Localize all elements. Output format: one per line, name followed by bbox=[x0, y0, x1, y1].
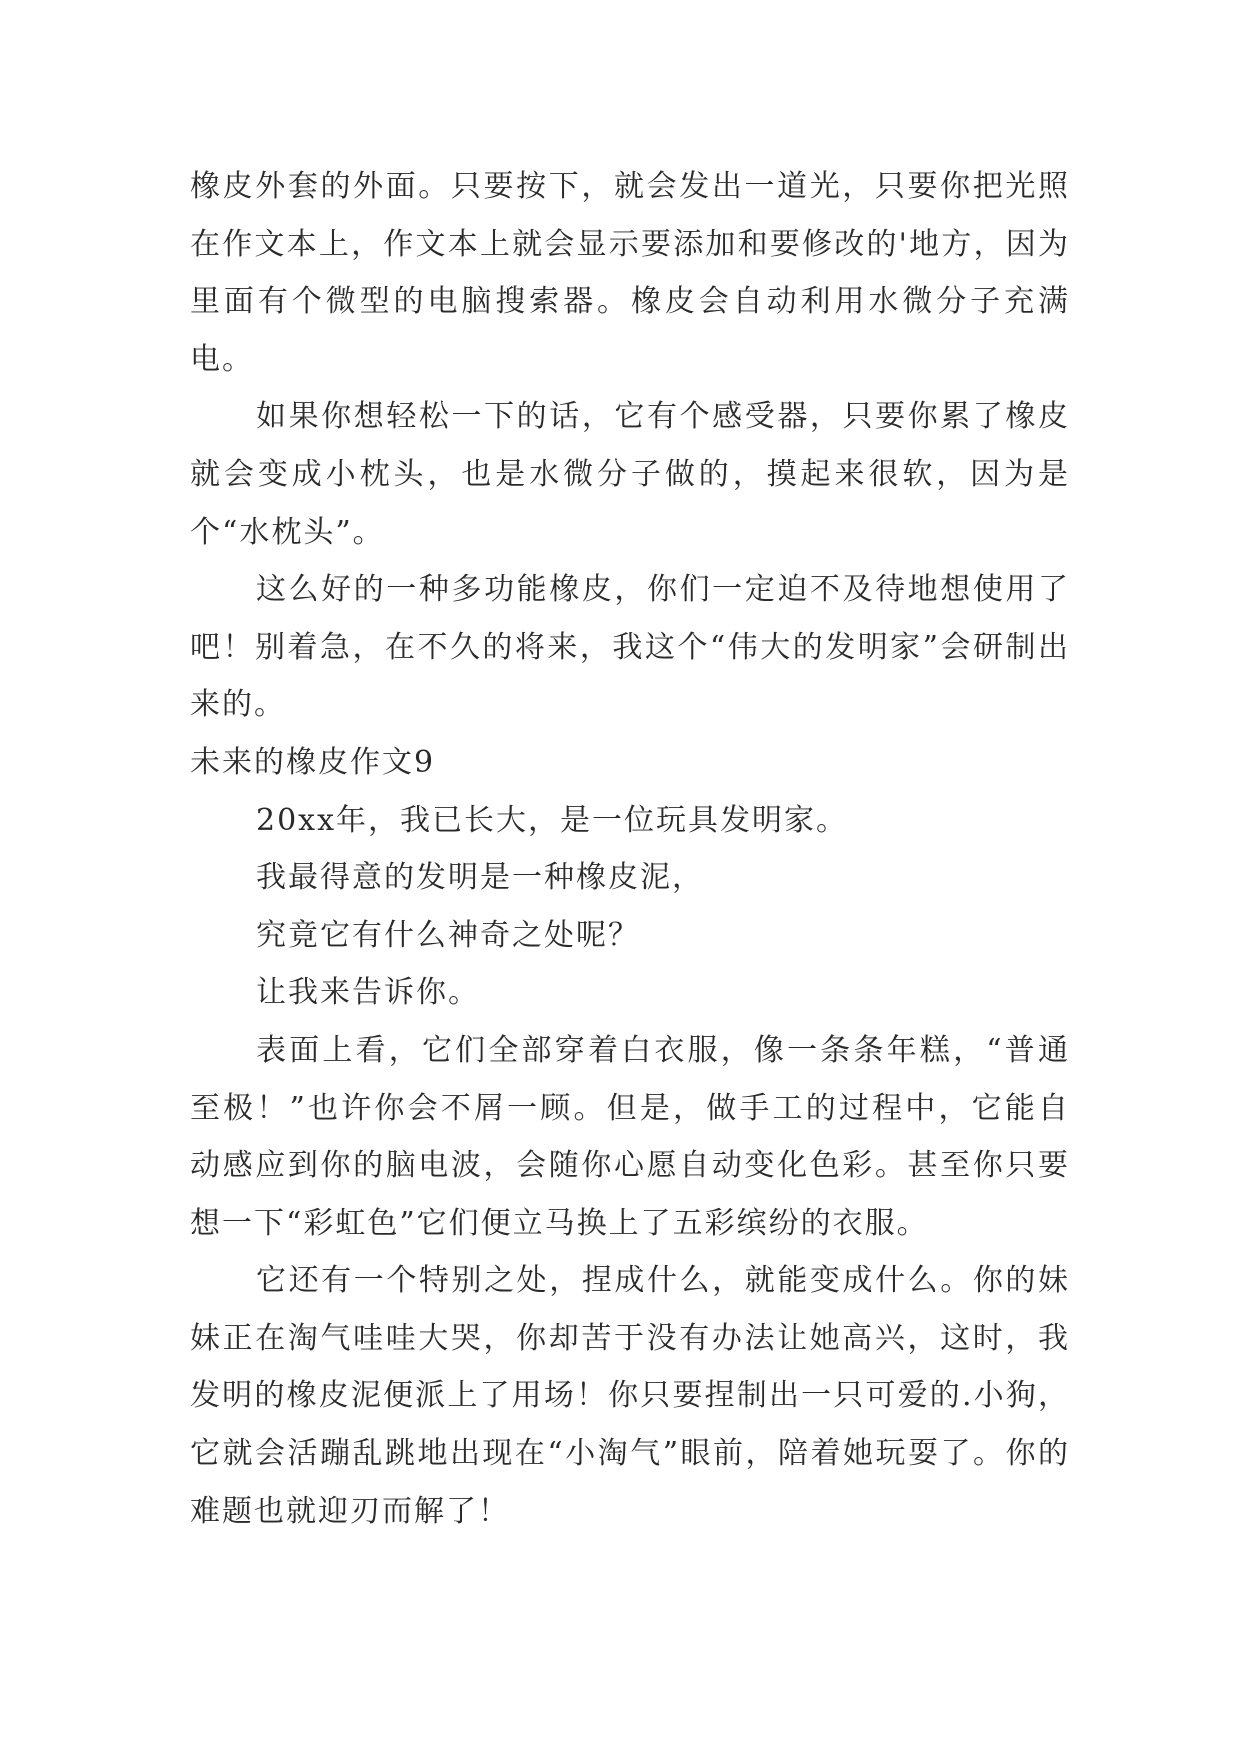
paragraph: 我最得意的发明是一种橡皮泥， bbox=[256, 860, 704, 896]
paragraph: 让我来告诉你。 bbox=[256, 975, 480, 1011]
paragraph: 究竟它有什么神奇之处呢？ bbox=[256, 917, 640, 953]
paragraph: 如果你想轻松一下的话，它有个感受器，只要你累了橡皮就会变成小枕头，也是水微分子做的，摸起来很软，因为是个“水枕头”。 bbox=[190, 399, 1070, 550]
paragraph-continued: 橡皮外套的外面。只要按下，就会发出一道光，只要你把光照在作文本上，作文本上就会显示要添加和要修改的'地方，因为里面有个微型的电脑搜索器。橡皮会自动利用水微分子充满电。 bbox=[190, 169, 1070, 377]
paragraph: 它还有一个特别之处，捏成什么，就能变成什么。你的妹妹正在淘气哇哇大哭，你却苦于没有办法让她高兴，这时，我发明的橡皮泥便派上了用场！你只要捏制出一只可爱的.小狗，它就会活蹦乱跳地出现在“小淘气”眼前，陪着她玩耍了。你的难题也就迎刃而解了！ bbox=[190, 1263, 1070, 1529]
paragraph: 这么好的一种多功能橡皮，你们一定迫不及待地想使用了吧！别着急，在不久的将来，我这个“伟大的发明家”会研制出来的。 bbox=[190, 572, 1070, 723]
section-heading: 未来的橡皮作文9 bbox=[190, 744, 436, 780]
paragraph: 20xx年，我已长大，是一位玩具发明家。 bbox=[256, 802, 849, 838]
paragraph: 表面上看，它们全部穿着白衣服，像一条条年糕，“普通至极！”也许你会不屑一顾。但是，做手工的过程中，它能自动感应到你的脑电波，会随你心愿自动变化色彩。甚至你只要想一下“彩虹色”它们便立马换上了五彩缤纷的衣服。 bbox=[190, 1032, 1070, 1241]
document-body bbox=[190, 158, 1070, 1540]
